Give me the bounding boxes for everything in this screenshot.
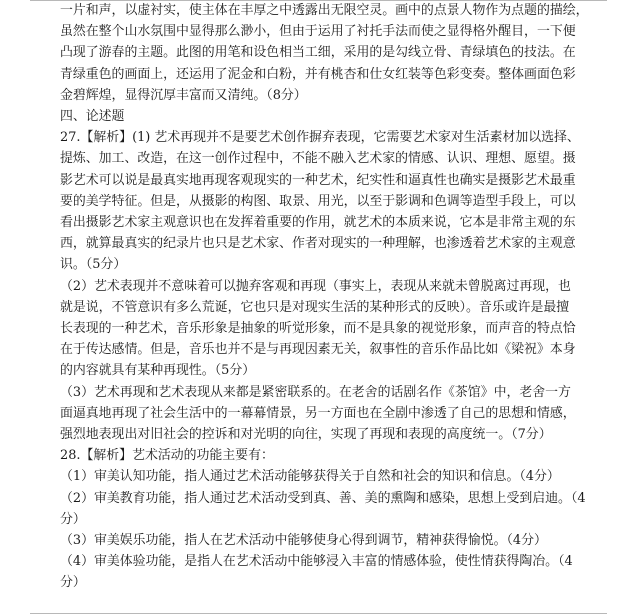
page-bottom-border: [30, 613, 607, 614]
text-line: （3）艺术再现和艺术表现从来都是紧密联系的。在老舍的话剧名作《茶馆》中，老舍一方: [60, 384, 571, 400]
text-line: 提炼、加工、改造，在这一创作过程中，不能不融入艺术家的情感、认识、理想、愿望。摄: [60, 151, 576, 167]
text-line: （3）审美娱乐功能，指人在艺术活动中能够使身心得到调节，精神获得愉悦。（4分）: [60, 533, 547, 549]
text-line: （2）艺术表现并不意味着可以抛弃客观和再现（事实上，表现从来就未曾脱离过再现，也: [60, 278, 571, 294]
text-line: 凸现了游春的主题。此图的用笔和设色相当工细，采用的是勾线立骨、青绿填色的技法。在: [60, 45, 576, 61]
text-line: 就是说，不管意识有多么荒诞，它也只是对现实生活的某种形式的反映）。音乐或许是最擅: [60, 299, 570, 315]
document-body: [60, 0, 607, 594]
text-line: 识。（5分）: [60, 257, 127, 273]
text-line: （4）审美体验功能，是指人在艺术活动中能够浸入丰富的情感体验，使性情获得陶冶。（4: [60, 554, 573, 570]
text-line: 看出摄影艺术家主观意识也在发挥着重要的作用，就艺术的本质来说，它本是非常主观的东: [60, 215, 576, 231]
section-heading: 四、论述题: [60, 109, 125, 125]
text-line: 长表现的一种艺术，音乐形象是抽象的听觉形象，而不是具象的视觉形象，而声音的特点恰: [60, 321, 576, 337]
text-line: 要的美学特征。但是，从摄影的构图、取景、用光，以至于影调和色调等造型手段上，可以: [60, 193, 576, 209]
text-line: 一片和声，以虚衬实，使主体在丰厚之中透露出无限空灵。画中的点景人物作为点题的描绘，: [60, 3, 589, 18]
question-heading: 27.【解析】(1) 艺术再现并不是要艺术创作摒弃表现，它需要艺术家对生活素材加以选择、: [60, 130, 580, 146]
text-line: （1）审美认知功能，指人通过艺术活动能够获得关于自然和社会的知识和信息。（4分）: [60, 469, 560, 485]
text-line: 虽然在整个山水氛围中显得那么渺小，但由于运用了衬托手法而使之显得格外醒目，一下便: [60, 24, 576, 40]
text-line: （2）审美教育功能，指人通过艺术活动受到真、善、美的熏陶和感染，思想上受到启迪。（4: [60, 490, 586, 506]
text-line: 金碧辉煌，显得沉厚丰富而又清纯。（8分）: [60, 87, 307, 103]
text-line: 青绿重色的画面上，还运用了泥金和白粉，并有桃杏和仕女红装等色彩变奏。整体画面色彩: [60, 66, 576, 82]
question-heading: 28.【解析】艺术活动的功能主要有：: [60, 448, 274, 464]
text-line: 分）: [60, 575, 86, 591]
text-line: 西，就算最真实的纪录片也只是艺术家、作者对现实的一种理解，也渗透着艺术家的主观意: [60, 236, 576, 252]
text-line: 影艺术可以说是最真实地再现客观现实的一种艺术，纪实性和逼真性也确实是摄影艺术最重: [60, 172, 576, 188]
text-line: 面逼真地再现了社会生活中的一幕幕情景，另一方面也在全剧中渗透了自己的思想和情感，: [60, 405, 576, 421]
text-line: 分）: [60, 511, 86, 527]
text-line: 强烈地表现出对旧社会的控诉和对光明的向往，实现了再现和表现的高度统一。（7分）: [60, 427, 552, 443]
text-line: 的内容就具有某种再现性。（5分）: [60, 363, 256, 379]
text-line: 在于传达感情。但是，音乐也并不是与再现因素无关，叙事性的音乐作品比如《梁祝》本身: [60, 342, 576, 358]
